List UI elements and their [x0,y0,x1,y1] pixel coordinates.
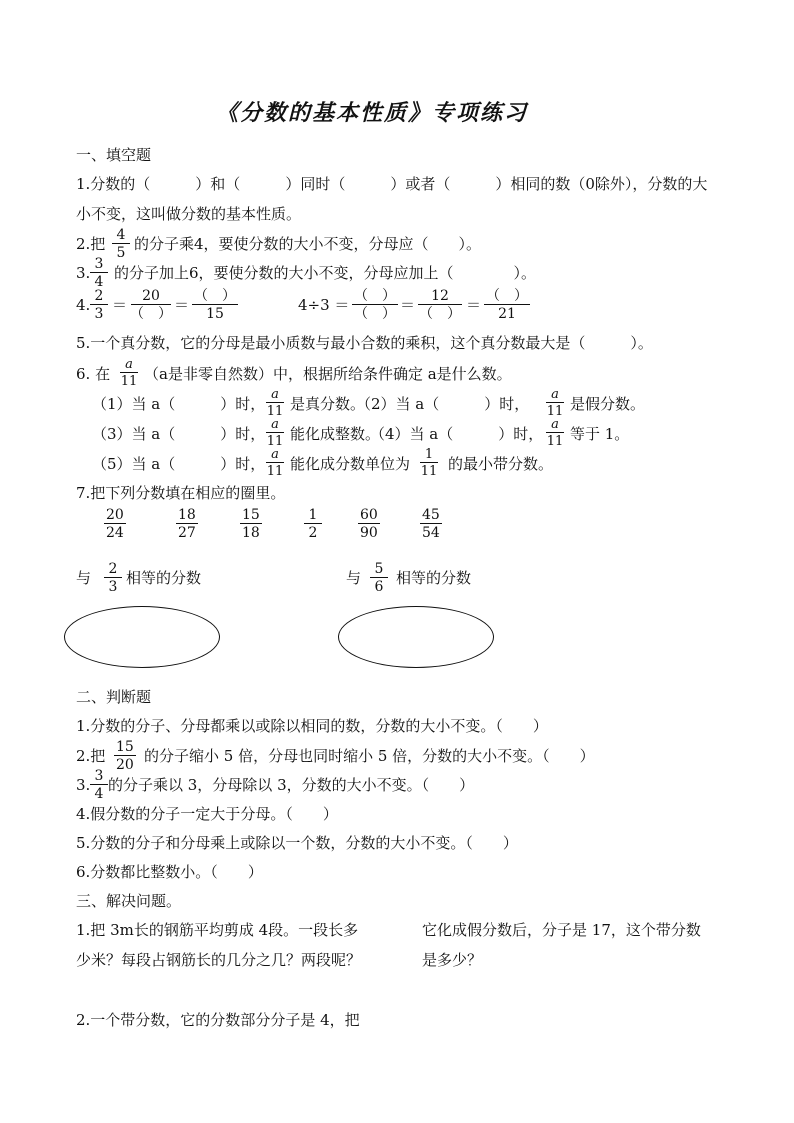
fraction-a-over-11: $\frac{a}{11}$ [546,417,564,449]
section-heading-fill-blank: 一、填空题 [76,146,152,164]
question-2-text: 的分子乘4，要使分数的大小不变，分母应（ ）。 [134,235,482,253]
problem-2-line1: 2.一个带分数，它的分数部分分子是 4，把 [76,1011,360,1029]
question-6-4: （4）当 a（ ）时， [370,425,544,443]
question-5: 5.一个真分数，它的分母是最小质数与最小合数的乘积，这个真分数最大是（ ）。 [76,334,653,352]
section-heading-problems: 三、解决问题。 [76,892,182,910]
question-6-text: （a是非零自然数）中，根据所给条件确定 a是什么数。 [144,365,512,383]
fraction: $\frac{5}{6}$ [370,562,388,594]
fraction-a-over-11: $\frac{a}{11}$ [266,387,284,419]
judgement-2-prefix: 2.把 [76,747,106,765]
fraction: （ ） 15 [194,288,236,322]
problem-1-line1: 1.把 3m长的钢筋平均剪成 4段。一段长多 [76,921,359,939]
judgement-3-text: 的分子乘以 3，分母除以 3，分数的大小不变。（ ） [108,776,475,794]
fraction: 20 （ ） [130,288,172,322]
question-2-prefix: 2.把 [76,235,106,253]
judgement-3-prefix: 3. [76,776,91,794]
question-6-4-end: 等于 1。 [570,425,630,443]
question-6-prefix: 6. 在 [76,365,111,383]
fraction: $\frac{2}{3}$ [90,289,108,321]
q7-fraction: $\frac{15}{18}$ [242,507,260,541]
fraction-a-over-11: $\frac{a}{11}$ [546,387,564,419]
equals-sign: ＝ [174,296,190,314]
q7-fraction: $\frac{20}{24}$ [106,507,124,541]
fraction: $\frac{15}{20}$ [116,739,134,773]
fraction-a-over-11: $\frac{a}{11}$ [120,357,138,389]
fraction: $\frac{2}{3}$ [104,562,122,594]
question-6-5-end: 的最小带分数。 [448,455,554,473]
judgement-4: 4.假分数的分子一定大于分母。（ ） [76,805,338,823]
question-6-1-end: 是真分数。 [290,395,366,413]
equals-sign: ＝ [466,296,482,314]
q7-right-prefix: 与 [346,569,362,587]
answer-circle-left[interactable] [64,606,220,668]
q7-fraction: $\frac{60}{90}$ [360,507,378,541]
fraction: （ ） （ ） [354,288,396,322]
fraction: （ ） 21 [486,288,528,322]
question-6-2: （2）当 a（ ）时， [356,395,530,413]
section-heading-judgement: 二、判断题 [76,688,152,706]
q7-fraction: $\frac{18}{27}$ [178,507,196,541]
question-6-5-mid: 能化成分数单位为 [290,455,411,473]
question-6-3: （3）当 a（ ）时， [92,425,266,443]
fraction: $\frac{4}{5}$ [112,228,130,260]
problem-2-cont-line1: 它化成假分数后，分子是 17，这个带分数 [422,921,701,939]
fraction: $\frac{3}{4}$ [90,257,108,289]
judgement-2-text: 的分子缩小 5 倍，分母也同时缩小 5 倍，分数的大小不变。（ ） [144,747,595,765]
q7-left-label: 相等的分数 [126,569,202,587]
q7-right-label: 相等的分数 [396,569,472,587]
question-6-5: （5）当 a（ ）时， [92,455,266,473]
judgement-1: 1.分数的分子、分母都乘以或除以相同的数，分数的大小不变。（ ） [76,717,548,735]
fraction-unit: $\frac{1}{11}$ [420,447,438,479]
equals-sign: ＝ [400,296,416,314]
q7-fraction: $\frac{45}{54}$ [422,507,440,541]
judgement-5: 5.分数的分子和分母乘上或除以一个数，分数的大小不变。（ ） [76,834,518,852]
question-3-text: 的分子加上6，要使分数的大小不变，分母应加上（ ）。 [114,264,537,282]
question-4-label: 4. [76,296,91,314]
question-6-3-end: 能化成整数。 [290,425,381,443]
answer-circle-right[interactable] [338,606,494,668]
fraction-a-over-11: $\frac{a}{11}$ [266,447,284,479]
equals-sign: ＝ [112,296,128,314]
question-6-1: （1）当 a（ ）时， [92,395,266,413]
fraction: $\frac{3}{4}$ [90,769,108,801]
q7-left-prefix: 与 [76,569,92,587]
question-7: 7.把下列分数填在相应的圈里。 [76,484,286,502]
q7-fraction: $\frac{1}{2}$ [304,508,322,540]
fraction-a-over-11: $\frac{a}{11}$ [266,417,284,449]
judgement-6: 6.分数都比整数小。（ ） [76,863,263,881]
question-1-line2: 小不变，这叫做分数的基本性质。 [76,205,302,223]
question-3-prefix: 3. [76,264,91,282]
fraction: 12 （ ） [419,288,461,322]
question-4-right-label: 4÷3 ＝ [298,296,350,314]
problem-1-line2: 少米？每段占钢筋长的几分之几？两段呢？ [76,951,362,969]
problem-2-cont-line2: 是多少？ [422,951,483,969]
question-6-2-end: 是假分数。 [570,395,646,413]
question-1-line1: 1.分数的（ ）和（ ）同时（ ）或者（ ）相同的数（0除外），分数的大 [76,175,708,193]
page-title: 《分数的基本性质》专项练习 [216,100,529,126]
